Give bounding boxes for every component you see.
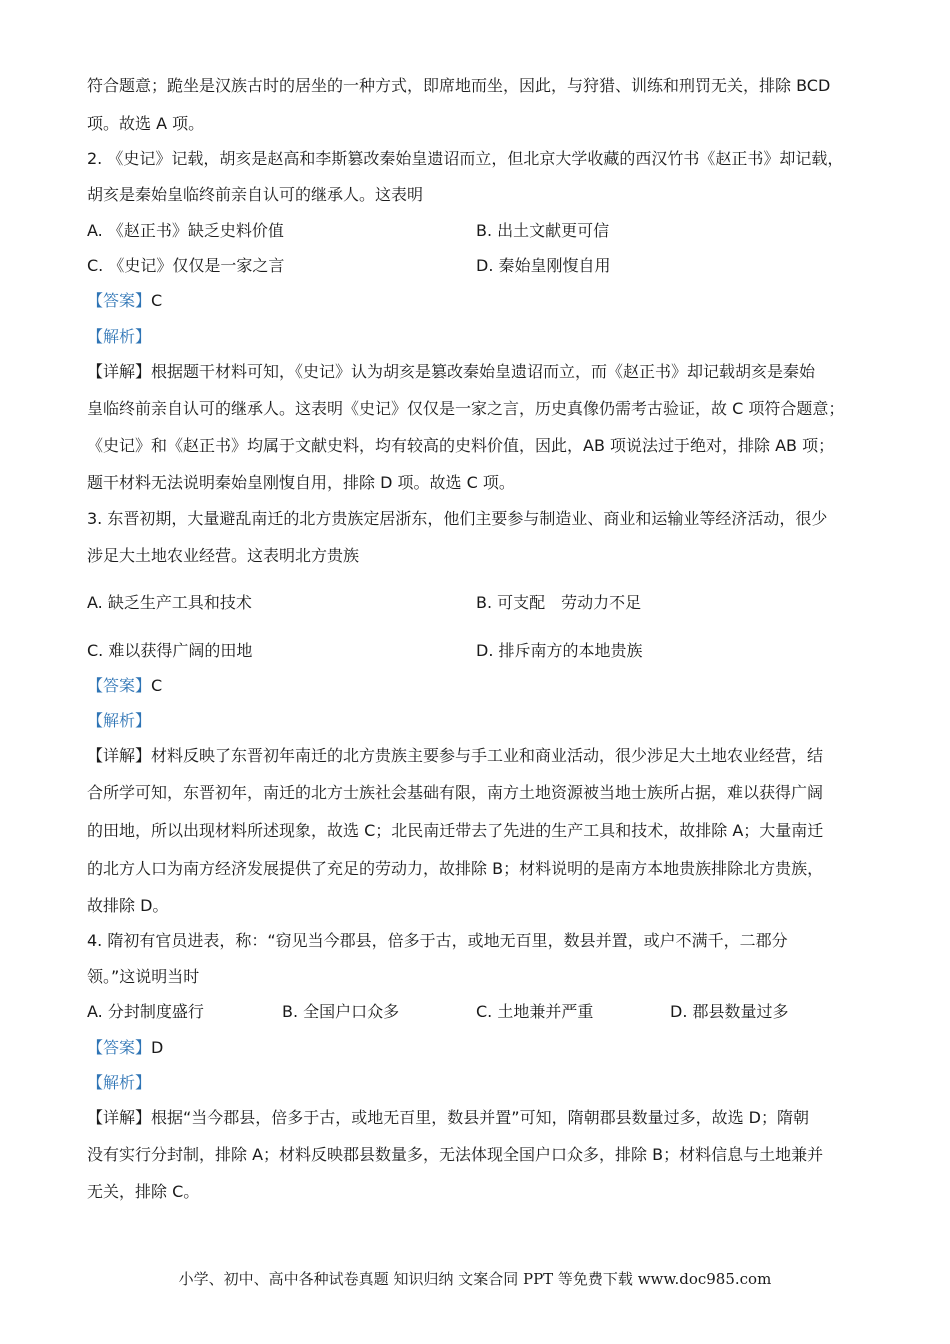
q3-answer	[87, 675, 162, 697]
detail-label: 【详解】	[87, 746, 152, 765]
q4-analysis-label: 【解析】	[87, 1073, 152, 1092]
question-2-stem: 胡亥是秦始皇临终前亲自认可的继承人。这表明	[87, 185, 424, 204]
answer-label: 【答案】	[87, 1038, 152, 1057]
answer-label: 【答案】	[87, 291, 152, 310]
question-3-stem: 涉足大土地农业经营。这表明北方贵族	[87, 546, 360, 565]
q2-answer	[87, 290, 162, 312]
detail-text: 材料反映了东晋初年南迁的北方贵族主要参与手工业和商业活动，很少涉足大土地农业经营，结	[151, 746, 824, 765]
q2-detail	[87, 361, 815, 383]
q3-detail-line: 故排除 D。	[87, 896, 169, 915]
q3-option-d: D. 排斥南方的本地贵族	[476, 641, 643, 660]
detail-label: 【详解】	[87, 362, 152, 381]
q3-analysis-label: 【解析】	[87, 711, 152, 730]
question-4-stem: 领。”这说明当时	[87, 967, 200, 986]
q2-detail-line: 《史记》和《赵正书》均属于文献史料，均有较高的史料价值，因此，AB 项说法过于绝对，排除 AB 项；	[87, 436, 835, 455]
q3-option-c: C. 难以获得广阔的田地	[87, 641, 253, 660]
q2-option-d: D. 秦始皇刚愎自用	[476, 256, 611, 275]
question-2-stem: 2. 《史记》记载，胡亥是赵高和李斯篡改秦始皇遗诏而立，但北京大学收藏的西汉竹书《赵正书》却记载，	[87, 149, 844, 168]
q3-option-a: A. 缺乏生产工具和技术	[87, 593, 252, 612]
q2-option-b: B. 出土文献更可信	[476, 221, 610, 240]
q3-detail	[87, 745, 823, 767]
page-footer: 小学、初中、高中各种试卷真题 知识归纳 文案合同 PPT 等免费下载 www.doc985.com	[178, 1270, 772, 1288]
answer-value: D	[151, 1038, 164, 1057]
q4-detail	[87, 1107, 809, 1129]
answer-value: C	[151, 291, 163, 310]
q3-detail-line: 的北方人口为南方经济发展提供了充足的劳动力，故排除 B；材料说明的是南方本地贵族排除北方贵族，	[87, 859, 824, 878]
answer-value: C	[151, 676, 163, 695]
paragraph-line: 符合题意；跪坐是汉族古时的居坐的一种方式，即席地而坐，因此，与狩猎、训练和刑罚无关，排除 BCD	[87, 76, 831, 95]
paragraph-line: 项。故选 A 项。	[87, 114, 205, 133]
question-3-stem: 3. 东晋初期，大量避乱南迁的北方贵族定居浙东，他们主要参与制造业、商业和运输业等经济活动，很少	[87, 509, 828, 528]
detail-label: 【详解】	[87, 1108, 152, 1127]
q2-detail-line: 题干材料无法说明秦始皇刚愎自用，排除 D 项。故选 C 项。	[87, 473, 515, 492]
q4-detail-line: 无关，排除 C。	[87, 1182, 200, 1201]
q2-analysis-label: 【解析】	[87, 327, 152, 346]
q4-option-a: A. 分封制度盛行	[87, 1002, 204, 1021]
q2-detail-line: 皇临终前亲自认可的继承人。这表明《史记》仅仅是一家之言，历史真像仍需考古验证，故 C 项符合题意；	[87, 399, 845, 418]
q2-option-a: A. 《赵正书》缺乏史料价值	[87, 221, 284, 240]
question-4-stem: 4. 隋初有官员进表，称：“窃见当今郡县，倍多于古，或地无百里，数县并置，或户不满千，二郡分	[87, 931, 788, 950]
q4-option-b: B. 全国户口众多	[282, 1002, 400, 1021]
q4-answer	[87, 1037, 163, 1059]
q4-option-d: D. 郡县数量过多	[670, 1002, 789, 1021]
q4-detail-line: 没有实行分封制，排除 A；材料反映郡县数量多，无法体现全国户口众多，排除 B；材料信息与土地兼并	[87, 1145, 824, 1164]
answer-label: 【答案】	[87, 676, 152, 695]
detail-text: 根据“当今郡县，倍多于古，或地无百里，数县并置”可知，隋朝郡县数量过多，故选 D；隋朝	[151, 1108, 810, 1127]
q2-option-c: C. 《史记》仅仅是一家之言	[87, 256, 285, 275]
q4-option-c: C. 土地兼并严重	[476, 1002, 594, 1021]
q3-option-b: B. 可支配 劳动力不足	[476, 593, 642, 612]
detail-text: 根据题干材料可知，《史记》认为胡亥是篡改秦始皇遗诏而立，而《赵正书》却记载胡亥是秦始	[151, 362, 816, 381]
q3-detail-line: 合所学可知，东晋初年，南迁的北方士族社会基础有限，南方土地资源被当地士族所占据，难以获得广阔	[87, 783, 824, 802]
q3-detail-line: 的田地，所以出现材料所述现象，故选 C；北民南迁带去了先进的生产工具和技术，故排除 A；大量南迁	[87, 821, 824, 840]
